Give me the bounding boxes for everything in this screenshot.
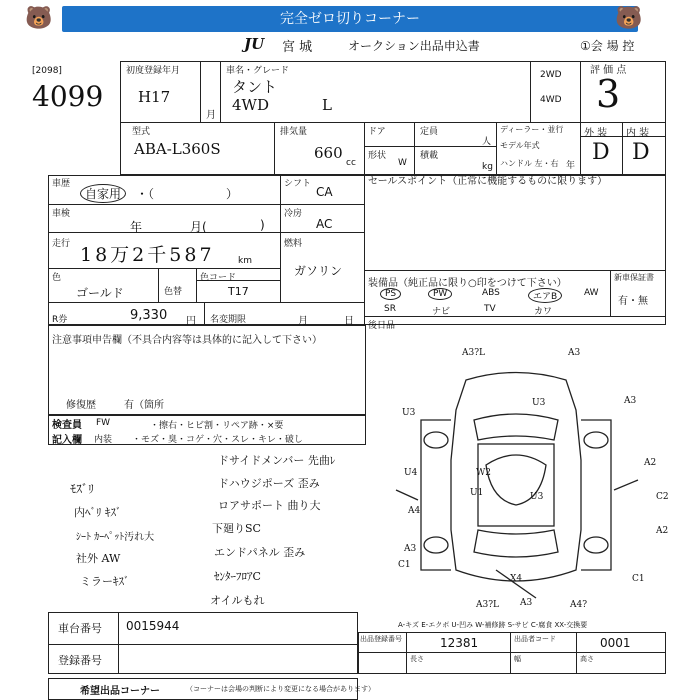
remark-right-2: ドハウジポーズ 歪み: [218, 477, 320, 490]
shape-label: 形状: [368, 151, 387, 161]
model-grade-2: L: [322, 96, 332, 114]
inspector-label-2: 記入欄: [52, 435, 82, 446]
dmg-label-25: A3?L: [476, 600, 500, 610]
height-label: 高さ: [580, 655, 594, 663]
equip-pw: PW: [428, 288, 452, 300]
model-name: タント: [232, 78, 278, 96]
mileage-value: 18万2千587: [80, 244, 215, 266]
remark-right-7: オイルもれ: [210, 594, 265, 607]
dmg-label-26: A3: [520, 598, 533, 608]
equip-navi: ナビ: [432, 307, 451, 317]
color-swap-label: 色替: [164, 287, 183, 297]
remark-left-5: ミラーｷｽﾞ: [80, 575, 130, 588]
fuel-label: 燃料: [284, 239, 303, 249]
score-value: 3: [596, 72, 621, 116]
aircon-label: 冷房: [284, 209, 303, 219]
dmg-label-12: U4: [404, 468, 418, 478]
inspector-line-2: ・モズ・臭・コゲ・穴・スレ・キレ・破し: [132, 435, 303, 445]
displacement-label: 排気量: [280, 127, 308, 137]
new-warranty-label: 新車保証書: [614, 273, 654, 282]
remark-left-4: 社外 AW: [76, 552, 121, 565]
remark-left-1: ﾓｽﾞﾘ: [70, 482, 95, 496]
color-value: ゴールド: [76, 286, 124, 300]
dealer-label: ディーラー・並行: [500, 125, 564, 134]
inspector-line-1: ・擦右・ヒビ割・リペア跡・×要: [150, 421, 284, 431]
dmg-label-11: C2: [656, 492, 669, 502]
drive-2wd: 2WD: [540, 70, 562, 80]
right-mark: [614, 480, 638, 490]
equip-aw: AW: [584, 288, 599, 298]
exhibit-area-label: 出品者コード: [514, 635, 556, 643]
dmg-label-15: A2: [656, 526, 669, 536]
corner-banner: 完全ゼロ切りコーナー: [62, 6, 638, 32]
rear-left-wheel: [424, 537, 448, 553]
wish-label: 希望出品コーナー: [80, 686, 160, 697]
dmg-label-24: C1: [632, 574, 645, 584]
dmg-label-4: A3: [624, 396, 637, 406]
damage-legend: A-キズ E-エクボ U-凹み W-補修跡 S-サビ C-腐食 XX-交換要: [398, 621, 588, 629]
capacity-unit: 人: [482, 137, 492, 147]
equip-tv: TV: [484, 304, 496, 314]
equip-abs: ABS: [482, 288, 500, 298]
dmg-label-5: U3: [532, 398, 546, 408]
history-value: 自家用: [80, 184, 126, 203]
fuel-value: ガソリン: [294, 264, 343, 278]
load-label: 積載: [420, 151, 439, 161]
lot-code: [2098]: [32, 66, 62, 76]
lot-number: 4099: [32, 80, 104, 113]
rear-items-label: 後日品: [368, 321, 396, 331]
remark-right-6: ｾﾝﾀｰﾌﾛｱC: [214, 570, 261, 583]
first-reg-year: H17: [138, 88, 171, 106]
new-warranty-value: 有・無: [618, 296, 648, 307]
shape-value: W: [398, 158, 407, 168]
inspector-fw: FW: [96, 418, 111, 428]
model-code-label: 型式: [132, 127, 151, 137]
right-side: [581, 420, 611, 570]
exhibit-reg-value: 12381: [440, 636, 479, 650]
color-code-label: 色コード: [200, 273, 237, 283]
dmg-label-3: U3: [402, 408, 416, 418]
left-side: [421, 420, 451, 570]
front-right-wheel: [584, 432, 608, 448]
sales-point-label: セールスポイント（正常に機能するものに限ります）: [368, 176, 608, 187]
dmg-label-8: A2: [644, 458, 657, 468]
car-outline: [451, 373, 581, 582]
bear-mascot-icon: 🐻: [25, 6, 53, 31]
name-change-day: 日: [344, 316, 354, 327]
inspection-label: 車検: [52, 209, 71, 219]
repair-value: 有（箇所: [124, 400, 164, 411]
first-reg-month: 月: [206, 110, 216, 121]
dmg-label-19: X4: [510, 574, 523, 584]
left-mark: [396, 490, 418, 500]
remark-right-4: 下廻りSC: [212, 522, 261, 535]
dmg-label-22: C1: [398, 560, 411, 570]
equip-leather: カワ: [534, 307, 553, 317]
drive-4wd: 4WD: [540, 95, 562, 105]
front-left-wheel: [424, 432, 448, 448]
org-name: 宮 城: [282, 40, 313, 55]
bear-mascot-icon: 🐻: [615, 6, 643, 31]
remark-right-1: ドサイドメンバー 先曲ﾚ: [218, 454, 336, 467]
equip-sr: SR: [384, 304, 396, 314]
dmg-label-20: A3: [404, 544, 417, 554]
history-label: 車歴: [52, 179, 71, 189]
dmg-label-14: U1: [470, 488, 484, 498]
model-grade-label: 車名・グレード: [226, 66, 290, 76]
registration-label: 登録番号: [58, 654, 102, 667]
width-label: 幅: [514, 655, 521, 663]
shift-label: シフト: [284, 179, 312, 189]
dmg-label-13: W2: [476, 468, 491, 478]
remark-right-5: エンドパネル 歪み: [214, 546, 306, 559]
load-unit: kg: [482, 162, 493, 172]
equip-ps: PS: [380, 288, 401, 300]
year-unit: 年: [566, 161, 576, 171]
displacement-unit: cc: [346, 158, 356, 168]
length-label: 長さ: [410, 655, 424, 663]
dmg-label-2: A3: [568, 348, 581, 358]
mileage-unit: km: [238, 256, 252, 266]
exhibit-area-value: 0001: [600, 636, 631, 650]
inspection-year: 年: [130, 220, 143, 234]
wish-note: （コーナーは会場の判断により変更になる場合があります）: [186, 685, 375, 693]
door-label: ドア: [368, 127, 386, 137]
score-label: 評 価 点: [590, 65, 627, 76]
model-year-label: モデル年式: [500, 141, 540, 150]
copy-label: ①会 場 控: [580, 39, 635, 53]
name-change-label: 名変期限: [210, 315, 247, 325]
inspection-month: 月(: [190, 220, 207, 234]
first-reg-label: 初度登録年月: [126, 66, 181, 76]
history-paren: ・（ ）: [136, 187, 239, 201]
repair-label: 修復歴: [66, 400, 96, 411]
exhibit-reg-label: 出品登録番号: [360, 635, 402, 643]
form-title: オークション出品申込書: [348, 39, 480, 53]
dmg-label-9: U3: [530, 492, 544, 502]
steering-label: ハンドル 左・右: [500, 159, 559, 168]
equip-airbag: エアB: [528, 288, 562, 303]
inspector-nai: 内装: [94, 435, 113, 445]
rear-window: [474, 530, 558, 557]
chassis-value: 0015944: [126, 619, 180, 633]
ju-logo: JU: [244, 35, 265, 53]
capacity-label: 定員: [420, 127, 439, 137]
interior-label: 内 装: [626, 128, 650, 139]
dmg-label-7: A4: [408, 506, 421, 516]
dmg-label-27: A4?: [570, 600, 588, 610]
remark-right-3: ロアサポート 曲り大: [218, 499, 321, 512]
model-code-value: ABA-L360S: [134, 140, 221, 158]
aircon-value: AC: [316, 217, 333, 231]
model-grade: 4WD: [232, 96, 269, 114]
interior-value: D: [632, 140, 650, 165]
displacement-value: 660: [314, 144, 343, 162]
name-change-month: 月: [298, 316, 308, 327]
color-code-value: T17: [228, 285, 249, 298]
inspection-close: ): [260, 218, 265, 232]
r-ticket-label: R券: [52, 315, 68, 325]
remark-left-3: ｼｰﾄ ｶｰﾍﾟｯﾄ汚れ大: [76, 532, 155, 543]
exterior-value: D: [592, 140, 610, 165]
equipment-label: 装備品（純正品に限り○印をつけて下さい）: [368, 278, 567, 289]
dmg-label-1: A3?L: [462, 348, 486, 358]
rear-right-wheel: [584, 537, 608, 553]
mileage-label: 走行: [52, 239, 71, 249]
roof: [478, 444, 554, 526]
windshield: [474, 414, 558, 440]
chassis-label: 車台番号: [58, 622, 102, 635]
color-label: 色: [52, 273, 62, 283]
notes-label: 注意事項申告欄（不具合内容等は具体的に記入して下さい）: [52, 335, 322, 346]
shift-value: CA: [316, 185, 333, 199]
exterior-label: 外 装: [584, 128, 608, 139]
r-ticket-value: 9,330: [130, 308, 168, 323]
inspector-label: 検査員: [52, 420, 82, 431]
r-ticket-unit: 円: [186, 316, 196, 327]
remark-left-2: 内ﾍﾞﾘ ｷｽﾞ: [74, 506, 122, 519]
